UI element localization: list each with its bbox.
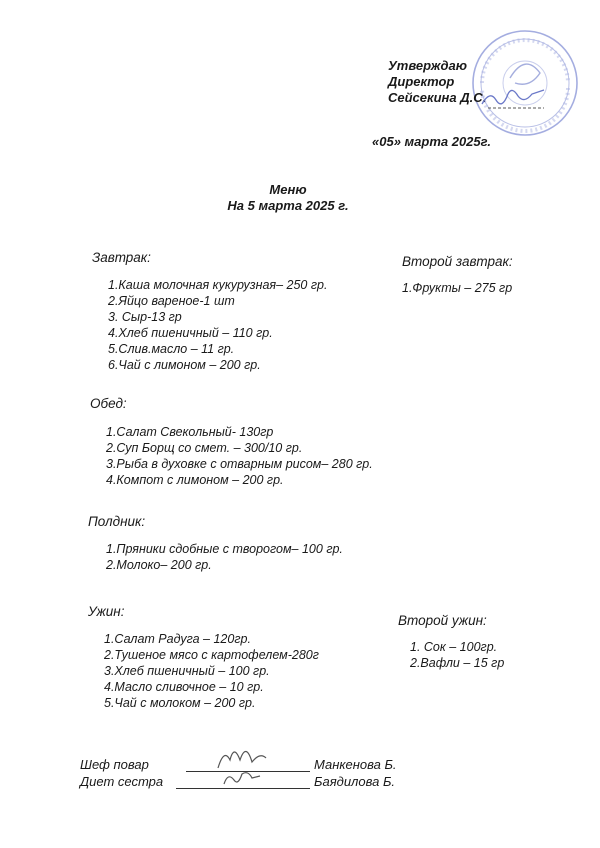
list-item: 1.Пряники сдобные с творогом– 100 гр. [106,542,343,556]
list-item: 3.Хлеб пшеничный – 100 гр. [104,664,270,678]
document-title: Меню [269,182,307,197]
diet-nurse-signature [218,766,264,790]
list-item: 4.Хлеб пшеничный – 110 гр. [108,326,273,340]
list-item: 2.Молоко– 200 гр. [106,558,212,572]
list-item: 2.Яйцо вареное-1 шт [108,294,235,308]
list-item: 2.Вафли – 15 гр [410,656,505,670]
snack-list [106,541,343,573]
document-date: На 5 марта 2025 г. [227,198,349,213]
list-item: 1.Салат Радуга – 120гр. [104,632,251,646]
approval-date: «05» марта 2025г. [372,134,492,149]
approval-line: Сейсекина Д.С. [388,90,487,105]
second-breakfast-list [402,280,512,296]
list-item: 6.Чай с лимоном – 200 гр. [108,358,261,372]
official-seal-stamp [470,28,580,138]
approval-line: Утверждаю [388,58,467,73]
dinner-list [104,631,319,711]
second-dinner-heading: Второй ужин: [398,613,487,628]
chef-name: Манкенова Б. [314,757,397,772]
list-item: 2.Тушеное мясо с картофелем-280г [104,648,319,662]
diet-nurse-role-label: Диет сестра [80,774,164,789]
list-item: 5.Слив.масло – 11 гр. [108,342,235,356]
approval-line: Директор [388,74,455,89]
chef-role-label: Шеф повар [80,757,149,772]
list-item: 3.Рыба в духовке с отварным рисом– 280 гр. [106,457,373,471]
list-item: 4.Компот с лимоном – 200 гр. [106,473,284,487]
diet-nurse-name: Баядилова Б. [314,774,396,789]
snack-heading: Полдник: [88,514,146,529]
lunch-list [106,424,373,488]
second-breakfast-heading: Второй завтрак: [402,254,513,269]
dinner-heading: Ужин: [88,604,125,619]
list-item: 5.Чай с молоком – 200 гр. [104,696,256,710]
breakfast-heading: Завтрак: [92,250,151,265]
list-item: 1. Сок – 100гр. [410,640,498,654]
approval-block [388,58,486,106]
second-dinner-list [410,639,504,671]
list-item: 1.Фрукты – 275 гр [402,281,513,295]
list-item: 3. Сыр-13 гр [108,310,182,324]
list-item: 4.Масло сливочное – 10 гр. [104,680,264,694]
list-item: 2.Суп Борщ со смет. – 300/10 гр. [106,441,303,455]
list-item: 1.Салат Свекольный- 130гр [106,425,274,439]
director-signature [478,86,550,116]
lunch-heading: Обед: [90,396,127,411]
breakfast-list [108,277,327,373]
list-item: 1.Каша молочная кукурузная– 250 гр. [108,278,328,292]
